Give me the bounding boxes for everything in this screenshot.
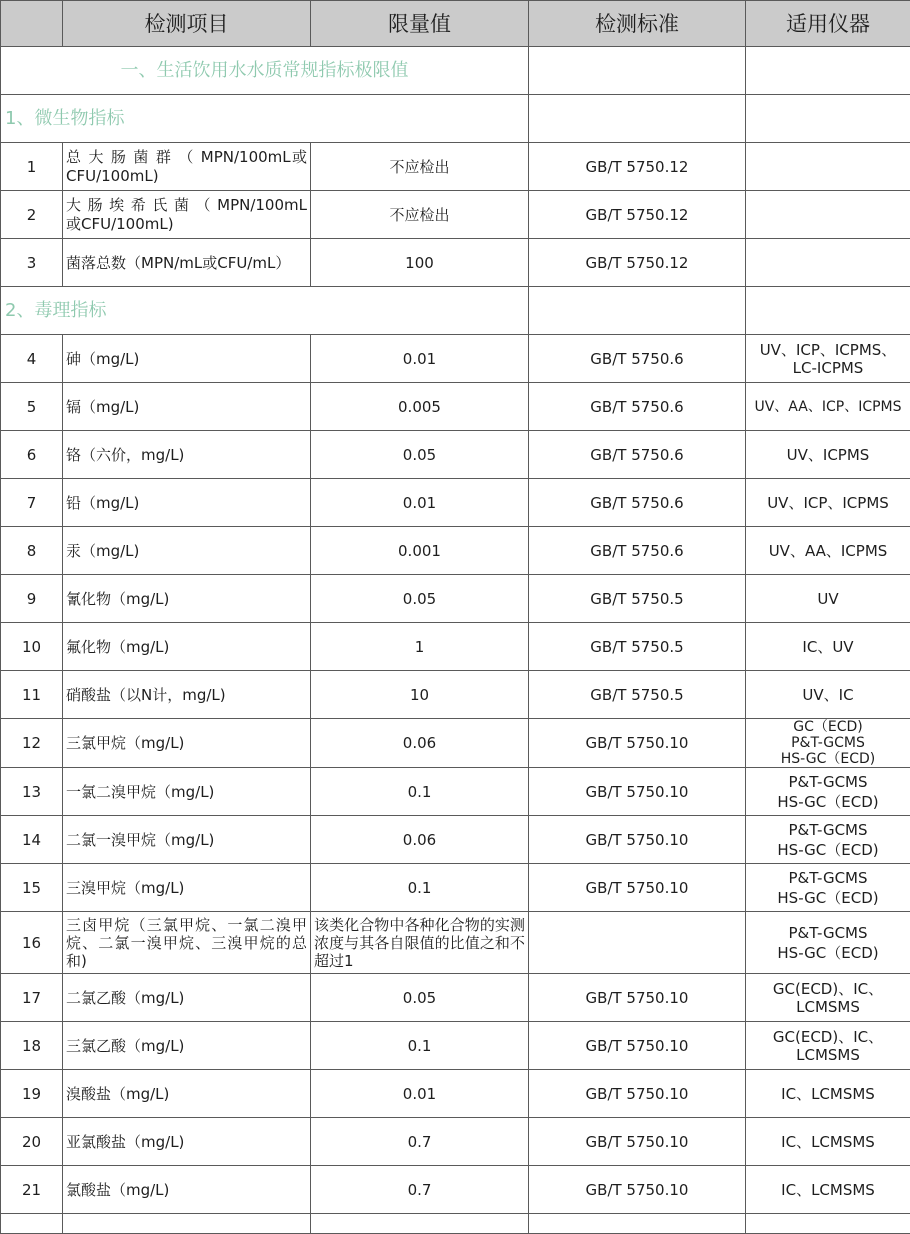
row-no: 16 <box>1 912 63 974</box>
row-limit: 0.1 <box>311 864 529 912</box>
section-row-main <box>1 47 910 95</box>
row-no: 17 <box>1 974 63 1022</box>
row-instrument: P&T-GCMS HS-GC（ECD) <box>746 768 910 816</box>
row-limit: 0.1 <box>311 768 529 816</box>
empty-cell <box>746 47 910 95</box>
table-row <box>1 719 910 768</box>
row-no: 9 <box>1 575 63 623</box>
row-limit: 0.01 <box>311 335 529 383</box>
row-limit: 0.05 <box>311 575 529 623</box>
row-standard: GB/T 5750.5 <box>529 671 746 719</box>
row-no: 8 <box>1 527 63 575</box>
row-item: 三氯乙酸（mg/L) <box>63 1022 311 1070</box>
row-limit: 不应检出 <box>311 143 529 191</box>
section-title-main: 一、生活饮用水水质常规指标极限值 <box>1 47 529 95</box>
row-instrument <box>746 143 910 191</box>
row-instrument: UV、AA、ICPMS <box>746 527 910 575</box>
row-instrument: GC(ECD)、IC、LCMSMS <box>746 1022 910 1070</box>
empty-cell <box>529 47 746 95</box>
row-standard: GB/T 5750.6 <box>529 527 746 575</box>
row-limit: 不应检出 <box>311 191 529 239</box>
row-no: 21 <box>1 1166 63 1214</box>
row-standard: GB/T 5750.10 <box>529 974 746 1022</box>
table-row <box>1 383 910 431</box>
empty-cell <box>746 287 910 335</box>
table-row <box>1 768 910 816</box>
row-limit: 该类化合物中各种化合物的实测浓度与其各自限值的比值之和不超过1 <box>311 912 529 974</box>
row-instrument: UV、AA、ICP、ICPMS <box>746 383 910 431</box>
row-item: 镉（mg/L) <box>63 383 311 431</box>
row-no: 1 <box>1 143 63 191</box>
table-row <box>1 671 910 719</box>
table-row <box>1 479 910 527</box>
table-row <box>1 335 910 383</box>
row-item: 汞（mg/L) <box>63 527 311 575</box>
row-standard: GB/T 5750.6 <box>529 431 746 479</box>
row-standard: GB/T 5750.10 <box>529 768 746 816</box>
row-limit: 0.05 <box>311 974 529 1022</box>
empty-cell <box>63 1214 311 1234</box>
row-item: 氯酸盐（mg/L) <box>63 1166 311 1214</box>
row-instrument: IC、LCMSMS <box>746 1118 910 1166</box>
row-no: 19 <box>1 1070 63 1118</box>
row-instrument: P&T-GCMS HS-GC（ECD) <box>746 912 910 974</box>
row-item: 大 肠 埃 希 氏 菌 （ MPN/100mL或CFU/100mL) <box>63 191 311 239</box>
row-item: 二氯乙酸（mg/L) <box>63 974 311 1022</box>
row-limit: 0.1 <box>311 1022 529 1070</box>
header-item: 检测项目 <box>63 1 311 47</box>
row-standard: GB/T 5750.6 <box>529 335 746 383</box>
row-limit: 10 <box>311 671 529 719</box>
row-instrument: UV、ICP、ICPMS、LC-ICPMS <box>746 335 910 383</box>
row-standard: GB/T 5750.12 <box>529 191 746 239</box>
row-standard: GB/T 5750.5 <box>529 575 746 623</box>
row-standard: GB/T 5750.10 <box>529 1166 746 1214</box>
row-no: 14 <box>1 816 63 864</box>
table-row <box>1 1118 910 1166</box>
row-item: 砷（mg/L) <box>63 335 311 383</box>
row-no: 10 <box>1 623 63 671</box>
row-item: 三溴甲烷（mg/L) <box>63 864 311 912</box>
table-row <box>1 431 910 479</box>
table-row <box>1 239 910 287</box>
header-instrument: 适用仪器 <box>746 1 910 47</box>
row-item: 二氯一溴甲烷（mg/L) <box>63 816 311 864</box>
row-instrument <box>746 239 910 287</box>
empty-cell <box>529 95 746 143</box>
table-row <box>1 1070 910 1118</box>
empty-cell <box>1 1214 63 1234</box>
table-row <box>1 912 910 974</box>
row-item: 铅（mg/L) <box>63 479 311 527</box>
row-limit: 0.01 <box>311 479 529 527</box>
row-limit: 1 <box>311 623 529 671</box>
row-item: 亚氯酸盐（mg/L) <box>63 1118 311 1166</box>
table-row <box>1 575 910 623</box>
row-standard: GB/T 5750.12 <box>529 239 746 287</box>
row-limit: 0.05 <box>311 431 529 479</box>
section-row-micro <box>1 95 910 143</box>
row-item: 氰化物（mg/L) <box>63 575 311 623</box>
empty-cell <box>529 287 746 335</box>
section-title-tox: 2、毒理指标 <box>1 287 529 335</box>
row-limit: 0.001 <box>311 527 529 575</box>
row-no: 13 <box>1 768 63 816</box>
row-standard: GB/T 5750.5 <box>529 623 746 671</box>
row-instrument: IC、LCMSMS <box>746 1166 910 1214</box>
table-row <box>1 864 910 912</box>
row-standard: GB/T 5750.10 <box>529 816 746 864</box>
row-no: 2 <box>1 191 63 239</box>
row-item: 一氯二溴甲烷（mg/L) <box>63 768 311 816</box>
empty-cell <box>311 1214 529 1234</box>
row-no: 20 <box>1 1118 63 1166</box>
row-instrument: P&T-GCMS HS-GC（ECD) <box>746 816 910 864</box>
row-instrument: UV <box>746 575 910 623</box>
row-no: 11 <box>1 671 63 719</box>
row-no: 18 <box>1 1022 63 1070</box>
row-standard: GB/T 5750.10 <box>529 1070 746 1118</box>
row-instrument: IC、LCMSMS <box>746 1070 910 1118</box>
row-standard: GB/T 5750.10 <box>529 1118 746 1166</box>
row-standard <box>529 912 746 974</box>
row-instrument: GC（ECD) P&T-GCMS HS-GC（ECD) <box>746 719 910 768</box>
row-no: 15 <box>1 864 63 912</box>
row-instrument: UV、ICP、ICPMS <box>746 479 910 527</box>
row-no: 5 <box>1 383 63 431</box>
table-row <box>1 191 910 239</box>
row-item: 总 大 肠 菌 群 （ MPN/100mL或CFU/100mL) <box>63 143 311 191</box>
row-item: 铬（六价，mg/L) <box>63 431 311 479</box>
row-instrument: UV、IC <box>746 671 910 719</box>
row-standard: GB/T 5750.6 <box>529 383 746 431</box>
table-row <box>1 1022 910 1070</box>
row-standard: GB/T 5750.10 <box>529 719 746 768</box>
row-instrument: UV、ICPMS <box>746 431 910 479</box>
row-item: 三氯甲烷（mg/L) <box>63 719 311 768</box>
table-row <box>1 623 910 671</box>
empty-cell <box>746 1214 910 1234</box>
header-no <box>1 1 63 47</box>
row-standard: GB/T 5750.10 <box>529 1022 746 1070</box>
row-item: 硝酸盐（以N计，mg/L) <box>63 671 311 719</box>
row-standard: GB/T 5750.10 <box>529 864 746 912</box>
row-no: 4 <box>1 335 63 383</box>
row-limit: 100 <box>311 239 529 287</box>
row-limit: 0.01 <box>311 1070 529 1118</box>
empty-cell <box>746 95 910 143</box>
table-row <box>1 527 910 575</box>
row-instrument: IC、UV <box>746 623 910 671</box>
header-row <box>1 1 910 47</box>
table-row <box>1 974 910 1022</box>
row-limit: 0.7 <box>311 1166 529 1214</box>
row-item: 菌落总数（MPN/mL或CFU/mL） <box>63 239 311 287</box>
row-item: 氟化物（mg/L) <box>63 623 311 671</box>
row-instrument: GC(ECD)、IC、LCMSMS <box>746 974 910 1022</box>
header-standard: 检测标准 <box>529 1 746 47</box>
row-no: 12 <box>1 719 63 768</box>
row-no: 3 <box>1 239 63 287</box>
row-no: 7 <box>1 479 63 527</box>
table-row <box>1 816 910 864</box>
row-item: 三卤甲烷（三氯甲烷、一氯二溴甲烷、二氯一溴甲烷、三溴甲烷的总和) <box>63 912 311 974</box>
row-standard: GB/T 5750.6 <box>529 479 746 527</box>
header-limit: 限量值 <box>311 1 529 47</box>
table-row <box>1 143 910 191</box>
section-row-tox <box>1 287 910 335</box>
row-limit: 0.7 <box>311 1118 529 1166</box>
row-standard: GB/T 5750.12 <box>529 143 746 191</box>
row-instrument: P&T-GCMS HS-GC（ECD) <box>746 864 910 912</box>
table-row-partial <box>1 1214 910 1234</box>
row-limit: 0.06 <box>311 816 529 864</box>
table-row <box>1 1166 910 1214</box>
row-limit: 0.06 <box>311 719 529 768</box>
row-item: 溴酸盐（mg/L) <box>63 1070 311 1118</box>
row-instrument <box>746 191 910 239</box>
section-title-micro: 1、微生物指标 <box>1 95 529 143</box>
empty-cell <box>529 1214 746 1234</box>
row-limit: 0.005 <box>311 383 529 431</box>
row-no: 6 <box>1 431 63 479</box>
